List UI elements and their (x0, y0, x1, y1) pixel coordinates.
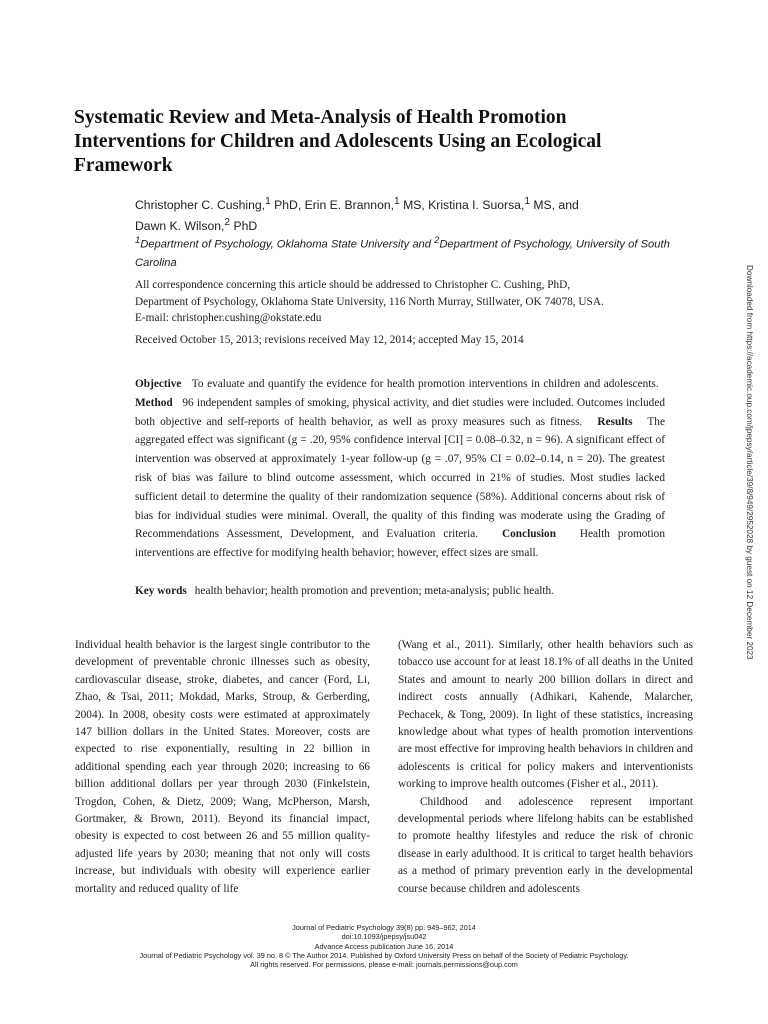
affil-sup: 1 (135, 235, 141, 245)
correspondence-line: Department of Psychology, Oklahoma State University, 116 North Murray, Stillwater, OK 74078, USA. (135, 295, 604, 308)
author-affil-sup: 2 (224, 217, 231, 229)
footer-permissions: All rights reserved. For permissions, please e-mail: journals.permissions@oup.com (250, 960, 518, 970)
author-affil-sup: 1 (394, 196, 400, 207)
footer-publication-date: Advance Access publication June 16, 2014 (314, 941, 454, 951)
keywords-label: Key words (135, 585, 187, 597)
author-name: Kristina I. Suorsa, (428, 198, 525, 213)
abstract (135, 375, 665, 563)
body-paragraph: Childhood and adolescence represent important developmental periods where lifelong habits can be established to promote healthy lifestyles and reduce the risk of chronic disease in early adulthood. It is critical to target health behaviors as a method of primary prevention early in the developmental course because children and adolescents (398, 795, 693, 895)
keywords-text: health behavior; health promotion and prevention; meta-analysis; public health. (194, 585, 554, 597)
author-name: Dawn K. Wilson, (135, 219, 225, 234)
abstract-results-label: Results (597, 415, 633, 428)
author-degree: PhD (230, 219, 258, 234)
body-column-left (75, 637, 370, 898)
author-name: Erin E. Brannon, (304, 198, 395, 213)
affiliation-text: Department of Psychology, Oklahoma State University and (140, 238, 435, 251)
affiliations (135, 231, 695, 272)
footer-citation: Journal of Pediatric Psychology 39(8) pp. 949–962, 2014 (292, 923, 476, 932)
author-affil-sup: 1 (524, 196, 530, 207)
author-degree: MS, and (529, 198, 579, 213)
correspondence-email[interactable]: E-mail: christopher.cushing@okstate.edu (135, 312, 322, 324)
author-list (135, 193, 695, 235)
abstract-results-text: The aggregated effect was significant (g = .20, 95% confidence interval [CI] = 0.08–0.32, n = 96). A significant effect of intervention was observed at approximately 1-year follow-up (g = .07, 95% CI = 0.02–0.14, n = 20). The greatest risk of bias was failure to blind outcome assessment, which occurred in 21% of studies. Most studies lacked sufficient detail to determine the quality of their randomization sequence (58%). Additional concerns about risk of bias for individual studies were minimal. Overall, the quality of this finding was moderate using the Grading of Recommendations Assessment, Development, and Evaluation criteria. (135, 415, 665, 541)
correspondence-line: All correspondence concerning this article should be addressed to Christopher C. Cushing, PhD, (135, 279, 571, 291)
abstract-conclusion-text: Health promotion interventions are effective for modifying health behavior; however, effect sizes are small. (135, 528, 665, 560)
affiliation-text: Department of Psychology, University of South Carolina (135, 238, 670, 269)
abstract-conclusion-label: Conclusion (501, 528, 556, 541)
author-name: Christopher C. Cushing, (135, 198, 266, 213)
submission-dates: Received October 15, 2013; revisions received May 12, 2014; accepted May 15, 2014 (135, 334, 524, 346)
author-affil-sup: 1 (265, 196, 271, 207)
keywords (135, 583, 665, 599)
abstract-objective-label: Objective (135, 378, 182, 390)
body-paragraph: (Wang et al., 2011). Similarly, other health behaviors such as tobacco use account for at least 18.1% of all deaths in the United States and amount to nearly 200 billion dollars in direct and indirect costs annually (Adhikari, Kahende, Malarcher, Pechacek, & Tong, 2009). In light of these statistics, increasing knowledge about what types of health promotion interventions are most effective for improving health behaviors in children and adolescents is critical for policy makers and interventionists working to improve health outcomes (Fisher et al., 2011). (398, 639, 693, 791)
abstract-method-text: 96 independent samples of smoking, physical activity, and diet studies were included. Outcomes included both objective and self-reports of health behavior, as well as proxy measures such as fitness. (135, 396, 665, 428)
correspondence (135, 277, 680, 327)
author-degree: MS, (399, 198, 429, 213)
author-degree: PhD, (270, 198, 305, 213)
affil-sup: 2 (434, 235, 440, 245)
footer-copyright: Journal of Pediatric Psychology vol. 39 no. 8 © The Author 2014. Published by Oxford University Press on behalf of the Society of Pediatric Psychology. (139, 950, 629, 960)
abstract-method-label: Method (135, 396, 173, 409)
download-watermark: Downloaded from https://academic.oup.com/jpepsy/article/39/8/949/2952028 by guest on 12 December 2023 (745, 265, 754, 660)
body-paragraph: Individual health behavior is the largest single contributor to the development of preventable chronic illnesses such as obesity, cardiovascular disease, stroke, diabetes, and cancer (Ford, Li, Zhao, & Tsai, 2011; Mokdad, Marks, Stroup, & Gerberding, 2004). In 2008, obesity costs were estimated at approximately 147 billion dollars in the United States. Moreover, costs are expected to rise exponentially, resulting in 22 billion in additional spending each year through 2020; increasing to 66 billion additional dollars per year through 2030 (Finkelstein, Trogdon, Cohen, & Dietz, 2009; Wang, McPherson, Marsh, Gortmaker, & Brown, 2011). Beyond its financial impact, obesity is expected to cost between 26 and 55 million quality-adjusted life years by 2030; meaning that not only will costs increase, but individuals with obesity will experience earlier mortality and reduced quality of life (75, 639, 370, 895)
footer-doi[interactable]: doi:10.1093/jpepsy/jsu042 (341, 932, 427, 942)
journal-footer (74, 923, 694, 969)
abstract-objective-text: To evaluate and quantify the evidence for health promotion interventions in children and adolescents. (191, 378, 659, 390)
body-column-right (398, 637, 693, 898)
article-title: Systematic Review and Meta-Analysis of Health Promotion Interventions for Children and Adolescents Using an Ecological Framework (74, 107, 602, 176)
